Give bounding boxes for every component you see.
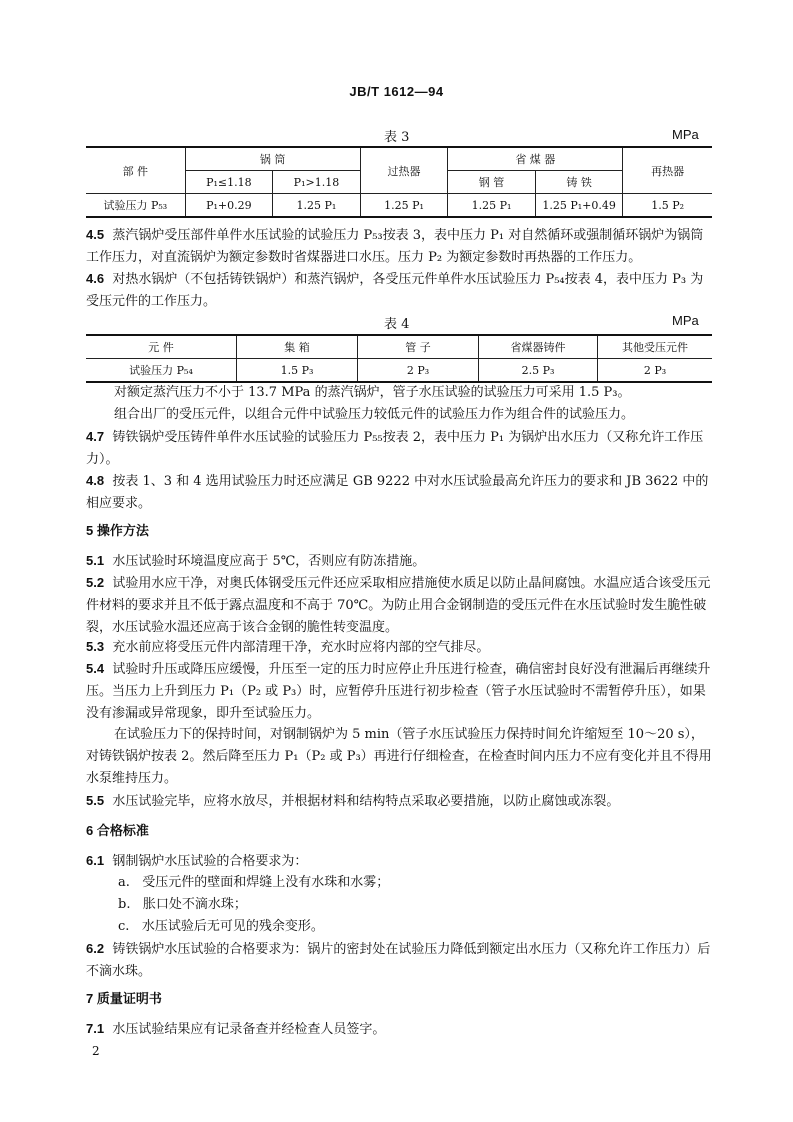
- para-5-3: [86, 636, 712, 659]
- t3-cell: 1.25 P₁: [448, 194, 536, 218]
- clause-number: 6.1: [86, 853, 105, 868]
- para-text: 蒸汽锅炉受压部件单件水压试验的试验压力 P₅₃按表 3，表中压力 P₁ 对自然循环或强制循环锅炉为锅筒工作压力，对直流锅炉为额定参数时省煤器进口水压。压力 P₂ 为额定参数时再热器的工作压力。: [86, 228, 704, 265]
- para-text: 钢制锅炉水压试验的合格要求为：: [112, 854, 308, 869]
- clause-number: 5.2: [86, 575, 105, 590]
- page-number: 2: [92, 1044, 100, 1058]
- t4-row-label: 试验压力 P₅₄: [86, 359, 237, 383]
- t4-cell: 2 P₃: [598, 359, 713, 383]
- t4-header-other: 其他受压元件: [598, 335, 713, 359]
- para-5-4-b: 在试验压力下的保持时间，对钢制锅炉为 5 min（管子水压试验压力保持时间允许缩短至 10～20 s），对铸铁锅炉按表 2。然后降至压力 P₁（P₂ 或 P₃）再进行仔细检查，在检查时间内压力不应有变化并且不得用水泵维持压力。: [86, 727, 712, 786]
- t4-cell: 1.5 P₃: [237, 359, 358, 383]
- list-text: 受压元件的壁面和焊缝上没有水珠和水雾；: [142, 875, 390, 890]
- t3-cell: 1.25 P₁: [273, 194, 361, 218]
- list-text: 胀口处不滴水珠；: [142, 897, 247, 912]
- para-text: 充水前应将受压元件内部清理干净，充水时应将内部的空气排尽。: [112, 640, 490, 655]
- para-text: 试验用水应干净，对奥氏体钢受压元件还应采取相应措施使水质足以防止晶间腐蚀。水温应适合该受压元件材料的要求并且不低于露点温度和不高于 70℃。为防止用合金钢制造的受压元件在水压试验时发生脆性破裂，水压试验水温还应高于该合金钢的脆性转变温度。: [86, 576, 711, 635]
- list-marker: b.: [118, 897, 131, 912]
- para-4-5: [86, 224, 712, 269]
- t3-header-reheater: 再热器: [623, 147, 712, 194]
- clause-number: 6.2: [86, 941, 105, 956]
- clause-number: 4.5: [86, 227, 105, 242]
- t3-header-superheater: 过热器: [360, 147, 448, 194]
- t3-cell: 1.25 P₁: [360, 194, 448, 218]
- t3-row-label: 试验压力 P₅₃: [86, 194, 185, 218]
- para-6-1: [86, 850, 712, 873]
- clause-number: 4.7: [86, 429, 105, 444]
- clause-number: 5.3: [86, 639, 105, 654]
- para-text: 铸铁锅炉受压铸件单件水压试验的试验压力 P₅₅按表 2，表中压力 P₁ 为锅炉出水压力（又称允许工作压力）。: [86, 430, 704, 467]
- clause-number: 5.4: [86, 661, 105, 676]
- list-marker: c.: [118, 919, 130, 934]
- t3-header-drum-high: P₁>1.18: [273, 171, 361, 194]
- t3-header-drum: 锅 筒: [185, 147, 360, 171]
- table4-caption: 表 4: [384, 317, 410, 332]
- list-item-a: [118, 872, 712, 894]
- para-4-6-b: 对额定蒸汽压力不小于 13.7 MPa 的蒸汽锅炉，管子水压试验的试验压力可采用 1.5 P₃。: [114, 385, 631, 400]
- t3-header-econ-cast: 铸 铁: [535, 171, 623, 194]
- table3-caption: 表 3: [384, 130, 410, 145]
- clause-number: 5.5: [86, 793, 105, 808]
- clause-number: 7.1: [86, 1021, 105, 1036]
- t3-cell: 1.25 P₁+0.49: [535, 194, 623, 218]
- t4-header-element: 元 件: [86, 335, 237, 359]
- para-text: 水压试验结果应有记录备查并经检查人员签字。: [112, 1022, 386, 1037]
- list-marker: a.: [118, 875, 130, 890]
- page-header: JB/T 1612—94: [349, 84, 444, 99]
- list-item-b: [118, 894, 712, 916]
- t3-cell: 1.5 P₂: [623, 194, 712, 218]
- para-4-6: [86, 268, 712, 313]
- t4-cell: 2.5 P₃: [479, 359, 598, 383]
- para-7-1: [86, 1018, 712, 1041]
- list-item-c: [118, 916, 712, 938]
- para-5-4: [86, 658, 712, 725]
- t3-cell: P₁+0.29: [185, 194, 273, 218]
- clause-number: 5.1: [86, 553, 105, 568]
- t4-header-econ-casting: 省煤器铸件: [479, 335, 598, 359]
- para-text: 水压试验完毕，应将水放尽，并根据材料和结构特点采取必要措施，以防止腐蚀或冻裂。: [112, 794, 620, 809]
- t3-header-economizer: 省 煤 器: [448, 147, 623, 171]
- para-text: 按表 1、3 和 4 选用试验压力时还应满足 GB 9222 中对水压试验最高允许压力的要求和 JB 3622 中的相应要求。: [86, 474, 709, 511]
- section-6-heading: 6 合格标准: [86, 823, 149, 838]
- t3-header-econ-steel: 钢 管: [448, 171, 536, 194]
- para-text: 铸铁锅炉水压试验的合格要求为：锅片的密封处在试验压力降低到额定出水压力（又称允许工作压力）后不滴水珠。: [86, 942, 711, 979]
- table3-unit: MPa: [672, 127, 699, 142]
- t3-header-drum-low: P₁≤1.18: [185, 171, 273, 194]
- para-5-5: [86, 790, 712, 813]
- list-text: 水压试验后无可见的残余变形。: [141, 919, 324, 934]
- t4-cell: 2 P₃: [358, 359, 479, 383]
- para-text: 试验时升压或降压应缓慢，升压至一定的压力时应停止升压进行检查，确信密封良好没有泄漏后再继续升压。当压力上升到压力 P₁（P₂ 或 P₃）时，应暂停升压进行初步检查（管子水压试验时不需暂停升压），如果没有渗漏或异常现象，即升至试验压力。: [86, 662, 711, 721]
- para-4-6-c: 组合出厂的受压元件，以组合元件中试验压力较低元件的试验压力作为组合件的试验压力。: [114, 407, 635, 422]
- t4-header-tube: 管 子: [358, 335, 479, 359]
- para-6-2: [86, 938, 712, 983]
- para-4-8: [86, 470, 712, 515]
- table-3: [86, 146, 712, 218]
- para-5-2: [86, 572, 712, 639]
- para-text: 水压试验时环境温度应高于 5℃，否则应有防冻措施。: [112, 554, 426, 569]
- t4-header-header: 集 箱: [237, 335, 358, 359]
- para-text: 对热水锅炉（不包括铸铁锅炉）和蒸汽锅炉，各受压元件单件水压试验压力 P₅₄按表 4，表中压力 P₃ 为受压元件的工作压力。: [86, 272, 704, 309]
- para-5-1: [86, 550, 712, 573]
- table4-unit: MPa: [672, 313, 699, 328]
- section-7-heading: 7 质量证明书: [86, 991, 162, 1006]
- clause-number: 4.8: [86, 473, 105, 488]
- table-4: [86, 334, 712, 383]
- para-4-7: [86, 426, 712, 471]
- t3-header-part: 部 件: [86, 147, 185, 194]
- clause-number: 4.6: [86, 271, 105, 286]
- section-5-heading: 5 操作方法: [86, 523, 149, 538]
